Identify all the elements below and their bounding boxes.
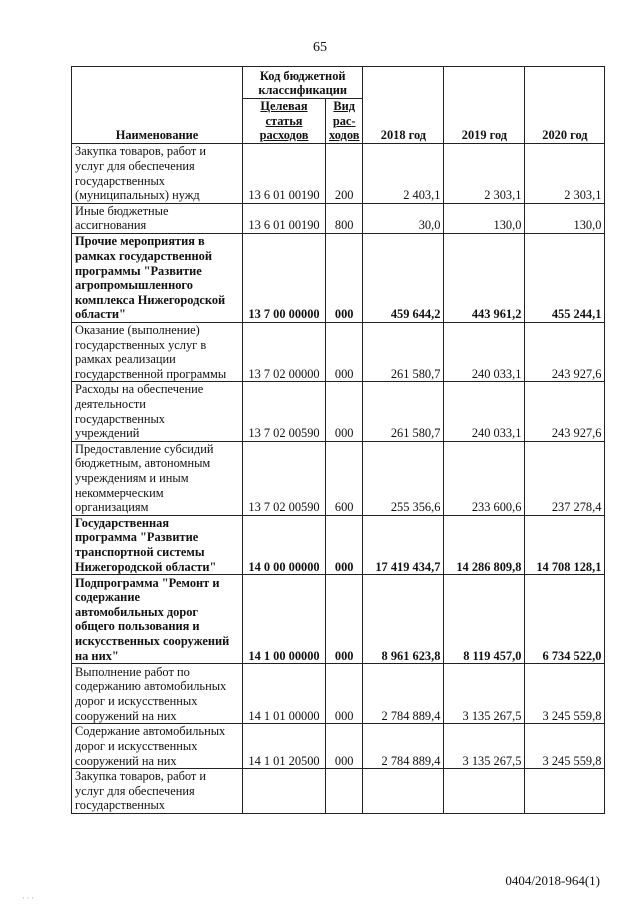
table-row bbox=[72, 382, 605, 441]
row-value-2019: 14 286 809,8 bbox=[444, 515, 525, 574]
row-value-2020: 243 927,6 bbox=[525, 382, 605, 441]
table-row bbox=[72, 515, 605, 574]
row-expense-type: 600 bbox=[326, 441, 363, 515]
row-value-2019: 2 303,1 bbox=[444, 143, 525, 203]
row-value-2018: 17 419 434,7 bbox=[363, 515, 444, 574]
row-target-code: 14 1 01 00000 bbox=[243, 664, 326, 724]
header-name: Наименование bbox=[72, 67, 243, 144]
header-year-2020: 2020 год bbox=[525, 67, 605, 144]
budget-table bbox=[71, 66, 605, 814]
header-expense-type: Вид рас-ходов bbox=[326, 99, 363, 144]
table-row bbox=[72, 441, 605, 515]
table-row bbox=[72, 322, 605, 381]
row-value-2020: 6 734 522,0 bbox=[525, 575, 605, 664]
row-expense-type: 000 bbox=[326, 664, 363, 724]
header-code-group: Код бюджетной классификации bbox=[243, 67, 363, 99]
row-expense-type bbox=[326, 769, 363, 814]
row-value-2018: 255 356,6 bbox=[363, 441, 444, 515]
row-expense-type: 000 bbox=[326, 575, 363, 664]
row-name: Иные бюджетные ассигнования bbox=[72, 203, 243, 233]
header-target-article: Целевая статья расходов bbox=[243, 99, 326, 144]
row-value-2020 bbox=[525, 769, 605, 814]
row-target-code: 13 6 01 00190 bbox=[243, 203, 326, 233]
table-row bbox=[72, 143, 605, 203]
row-value-2020: 3 245 559,8 bbox=[525, 664, 605, 724]
row-target-code: 14 1 00 00000 bbox=[243, 575, 326, 664]
row-target-code: 13 7 02 00590 bbox=[243, 441, 326, 515]
row-value-2019: 233 600,6 bbox=[444, 441, 525, 515]
row-value-2020: 130,0 bbox=[525, 203, 605, 233]
table-row bbox=[72, 233, 605, 322]
table-row bbox=[72, 724, 605, 769]
row-name: Предоставление субсидий бюджетным, автономным учреждениям и иным некоммерческим организациям bbox=[72, 441, 243, 515]
row-value-2018: 8 961 623,8 bbox=[363, 575, 444, 664]
row-value-2018: 459 644,2 bbox=[363, 233, 444, 322]
row-value-2018: 261 580,7 bbox=[363, 382, 444, 441]
row-value-2018 bbox=[363, 769, 444, 814]
row-name: Выполнение работ по содержанию автомобильных дорог и искусственных сооружений на них bbox=[72, 664, 243, 724]
row-value-2019 bbox=[444, 769, 525, 814]
row-value-2018: 261 580,7 bbox=[363, 322, 444, 381]
row-name: Содержание автомобильных дорог и искусственных сооружений на них bbox=[72, 724, 243, 769]
row-value-2019: 8 119 457,0 bbox=[444, 575, 525, 664]
row-value-2020: 14 708 128,1 bbox=[525, 515, 605, 574]
row-target-code: 13 6 01 00190 bbox=[243, 143, 326, 203]
row-value-2020: 3 245 559,8 bbox=[525, 724, 605, 769]
row-expense-type: 000 bbox=[326, 233, 363, 322]
row-name: Прочие мероприятия в рамках государственной программы "Развитие агропромышленного комплекса Нижегородской области" bbox=[72, 233, 243, 322]
row-expense-type: 000 bbox=[326, 515, 363, 574]
row-target-code: 13 7 00 00000 bbox=[243, 233, 326, 322]
row-expense-type: 200 bbox=[326, 143, 363, 203]
row-name: Закупка товаров, работ и услуг для обеспечения государственных bbox=[72, 769, 243, 814]
row-target-code: 14 1 01 20500 bbox=[243, 724, 326, 769]
row-value-2020: 2 303,1 bbox=[525, 143, 605, 203]
row-target-code: 14 0 00 00000 bbox=[243, 515, 326, 574]
row-name: Расходы на обеспечение деятельности государственных учреждений bbox=[72, 382, 243, 441]
table-row bbox=[72, 664, 605, 724]
row-expense-type: 000 bbox=[326, 724, 363, 769]
row-value-2018: 2 403,1 bbox=[363, 143, 444, 203]
row-value-2020: 237 278,4 bbox=[525, 441, 605, 515]
row-target-code: 13 7 02 00590 bbox=[243, 382, 326, 441]
row-expense-type: 800 bbox=[326, 203, 363, 233]
page-number: 65 bbox=[313, 40, 327, 55]
row-target-code bbox=[243, 769, 326, 814]
row-value-2020: 455 244,1 bbox=[525, 233, 605, 322]
row-name: Государственная программа "Развитие транспортной системы Нижегородской области" bbox=[72, 515, 243, 574]
row-target-code: 13 7 02 00000 bbox=[243, 322, 326, 381]
row-value-2019: 240 033,1 bbox=[444, 322, 525, 381]
table-row bbox=[72, 769, 605, 814]
row-expense-type: 000 bbox=[326, 382, 363, 441]
table-row bbox=[72, 203, 605, 233]
row-value-2018: 2 784 889,4 bbox=[363, 664, 444, 724]
table-row bbox=[72, 575, 605, 664]
table-body bbox=[72, 143, 605, 813]
row-value-2019: 130,0 bbox=[444, 203, 525, 233]
header-year-2019: 2019 год bbox=[444, 67, 525, 144]
row-value-2018: 2 784 889,4 bbox=[363, 724, 444, 769]
scan-margin-mark: · · · bbox=[22, 894, 34, 903]
row-name: Подпрограмма "Ремонт и содержание автомобильных дорог общего пользования и искусственных сооружений на них" bbox=[72, 575, 243, 664]
row-value-2018: 30,0 bbox=[363, 203, 444, 233]
row-value-2019: 3 135 267,5 bbox=[444, 664, 525, 724]
row-name: Оказание (выполнение) государственных услуг в рамках реализации государственной программы bbox=[72, 322, 243, 381]
row-expense-type: 000 bbox=[326, 322, 363, 381]
row-value-2019: 443 961,2 bbox=[444, 233, 525, 322]
row-name: Закупка товаров, работ и услуг для обеспечения государственных (муниципальных) нужд bbox=[72, 143, 243, 203]
header-year-2018: 2018 год bbox=[363, 67, 444, 144]
row-value-2019: 240 033,1 bbox=[444, 382, 525, 441]
document-code: 0404/2018-964(1) bbox=[505, 873, 600, 888]
row-value-2019: 3 135 267,5 bbox=[444, 724, 525, 769]
row-value-2020: 243 927,6 bbox=[525, 322, 605, 381]
